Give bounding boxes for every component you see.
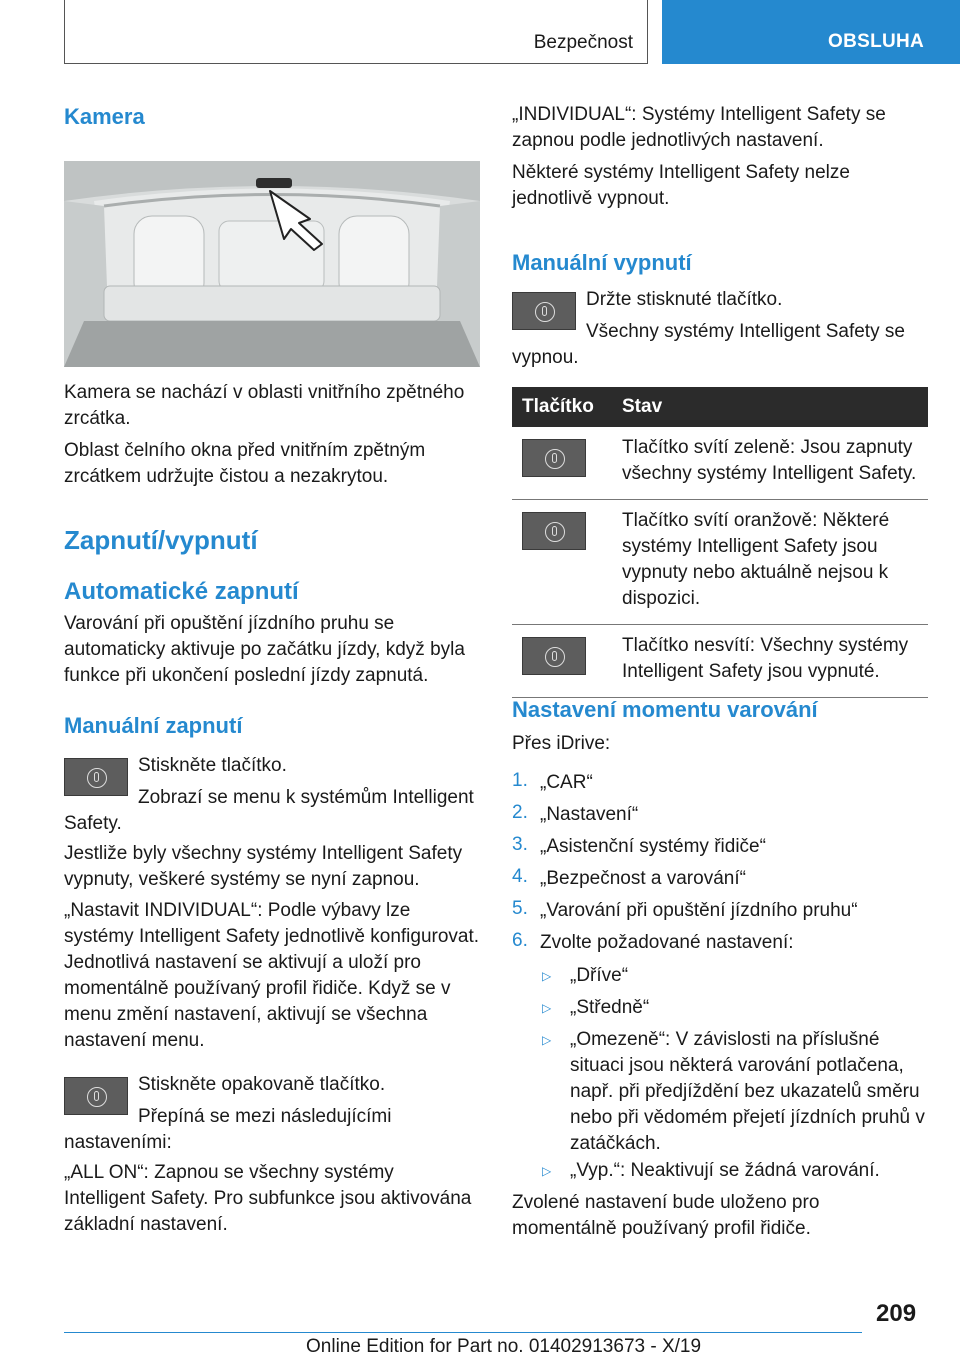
option-text: „Středně“ [570,997,650,1018]
table-row [512,625,928,698]
table-header-status: Stav [612,387,928,427]
step-text: „Nastavení“ [540,804,639,825]
table-cell-status: Tlačítko svítí oranžově: Některé systémy Intelligent Safety jsou vypnuty nebo aktuálně nejsou k dispozici. [612,500,928,625]
header-chapter-label: OBSLUHA [828,31,925,52]
press-button-text: Stiskněte tlačítko. [138,755,287,776]
button-off-icon [522,637,586,675]
step-text: Zvolte požadované nastavení: [540,932,794,953]
step-number: 6. [512,930,528,951]
menu-shows-text: Zobrazí se menu k systémům Intelligent Safety. [64,787,474,834]
table-row [512,500,928,625]
camera-location-photo [64,161,480,367]
step-text: „Asistenční systémy řidiče“ [540,836,766,857]
saved-setting-paragraph: Zvolené nastavení bude uloženo pro momentálně používaný profil řidiče. [512,1192,820,1239]
table-header-button: Tlačítko [512,387,612,427]
bullet-triangle-icon: ▷ [542,969,552,983]
all-systems-off-text: Všechny systémy Intelligent Safety se vypnou. [512,321,905,368]
step-number: 4. [512,866,528,887]
step-number: 2. [512,802,528,823]
auto-on-heading: Automatické zapnutí [64,578,299,605]
all-off-paragraph: Jestliže byly všechny systémy Intelligent Safety vypnuty, veškeré systémy se nyní zapnou. [64,843,463,890]
bullet-triangle-icon: ▷ [542,1001,552,1015]
step-text: „CAR“ [540,772,593,793]
individual-setup-paragraph: „Nastavit INDIVIDUAL“: Podle výbavy lze systémy Intelligent Safety jednotlivě konfigurovat. Jednotlivá nastavení se aktivují a uloží pro momentálně používaný profil řidiče. Když se v menu změní nastavení, aktivují se všechna nastavení menu. [64,900,480,1051]
manual-on-heading: Manuální zapnutí [64,713,243,738]
header-chapter-tab [662,0,960,64]
button-orange-icon [522,512,586,550]
table-cell-status: Tlačítko nesvítí: Všechny systémy Intelligent Safety jsou vypnuté. [612,625,928,698]
header-section-title: Bezpečnost [533,32,633,53]
footer-divider [64,1332,862,1333]
switches-between-text: Přepíná se mezi následujícími nastaveními: [64,1106,392,1153]
step-text: „Bezpečnost a varování“ [540,868,746,889]
auto-on-paragraph: Varování při opuštění jízdního pruhu se automaticky aktivuje po začátku jízdy, když byla funkce při ukončení poslední jízdy zapnutá. [64,613,465,686]
via-idrive-text: Přes iDrive: [512,733,611,754]
manual-off-heading: Manuální vypnutí [512,250,692,275]
option-text: „Dříve“ [570,965,629,986]
button-green-icon [522,439,586,477]
option-text: „Vyp.“: Neaktivují se žádná varování. [570,1160,880,1181]
onoff-heading: Zapnutí/vypnutí [64,525,258,555]
cannot-off-paragraph: Některé systémy Intelligent Safety nelze jednotlivě vypnout. [512,162,850,209]
camera-paragraph-1: Kamera se nachází v oblasti vnitřního zpětného zrcátka. [64,382,465,429]
warning-moment-heading: Nastavení momentu varování [512,697,818,722]
option-text: „Omezeně“: V závislosti na příslušné situaci jsou některá varování potlačena, např. při předjíždění bez ukazatelů směru nebo při vědomém přejetí jízdních pruhů v zatáčkách. [570,1029,925,1154]
camera-heading: Kamera [64,104,145,129]
table-cell-status: Tlačítko svítí zeleně: Jsou zapnuty všechny systémy Intelligent Safety. [612,427,928,500]
step-text: „Varování při opuštění jízdního pruhu“ [540,900,858,921]
page-number: 209 [876,1300,917,1327]
step-number: 5. [512,898,528,919]
step-number: 1. [512,770,528,791]
bullet-triangle-icon: ▷ [542,1164,552,1178]
camera-paragraph-2: Oblast čelního okna před vnitřním zpětným zrcátkem udržujte čistou a nezakrytou. [64,440,426,487]
individual-paragraph: „INDIVIDUAL“: Systémy Intelligent Safety se zapnou podle jednotlivých nastavení. [512,104,886,151]
table-header-row [512,387,928,427]
header-section-box [64,0,648,64]
step-number: 3. [512,834,528,855]
hold-button-text: Držte stisknuté tlačítko. [586,289,783,310]
table-row [512,427,928,500]
button-status-table [512,387,928,698]
all-on-paragraph: „ALL ON“: Zapnou se všechny systémy Intelligent Safety. Pro subfunkce jsou aktivována základní nastavení. [64,1162,472,1235]
press-again-text: Stiskněte opakovaně tlačítko. [138,1074,386,1095]
bullet-triangle-icon: ▷ [542,1033,552,1047]
footer-edition-text: Online Edition for Part no. 01402913673 - X/19 [306,1336,702,1357]
